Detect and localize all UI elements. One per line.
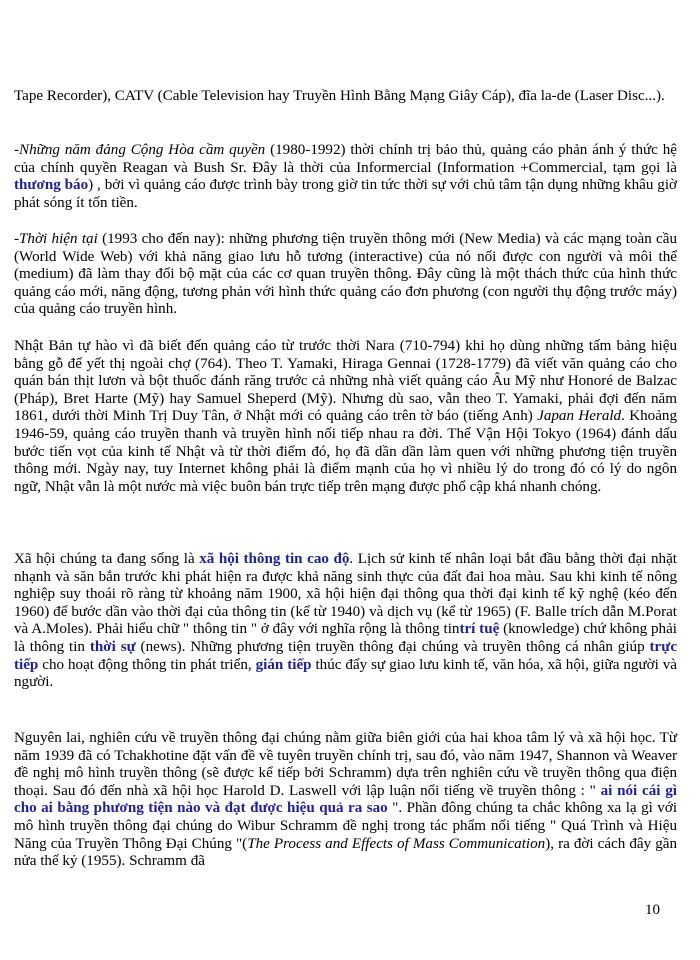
italic-text-run: -Những năm đảng Cộng Hòa cầm quyền bbox=[14, 142, 266, 158]
text-run: ". Phần đông chúng ta chắc không xa lạ gì với mô hình truyền thông đại chúng do Wibur Schramm đề nghị trong tác phẩm nổi tiếng " Quá Trình và Hiệu Năng của Truyền Thông Đại Chúng "( bbox=[14, 800, 678, 852]
highlighted-term: trực tiếp bbox=[14, 638, 678, 673]
text-run: Nguyên lai, nghiên cứu về truyền thông đại chúng nằm giữa biên giới của hai khoa tâm lý và xã hội học. Từ năm 1939 đã có Tchakhotine đặt vấn đề về tuyên truyền chính trị, sau đó, vào năm 1947, Shannon và Weaver đề nghị mô hình truyền thông (sẽ được kể tiếp bởi Schramm) dựa trên nghiên cứu về truyền thông qua điện thoại. Sau đó đến nhà xã hội học Harold D. Laswell với lập luận nổi tiếng về truyền thông : " bbox=[14, 730, 677, 799]
paragraph-republican-era bbox=[14, 142, 677, 212]
paragraph-information-society bbox=[14, 551, 677, 692]
paragraph-current-era bbox=[14, 231, 677, 319]
text-run: cho hoạt động thông tin phát triển, bbox=[38, 656, 256, 673]
text-run: (knowledge) chứ không phải là thông tin bbox=[14, 621, 677, 655]
text-run: Nhật Bản tự hào vì đã biết đến quảng cáo từ trước thời Nara (710-794) khi họ dùng những tấm bảng hiệu bằng gỗ để yết thị ngoài chợ (764). Theo T. Yamaki, Hiraga Gennai (1728-1779) đã viết văn quảng cáo cho quán bán thịt lươn và bột thuốc đánh răng trước cả những nhà viết quảng cáo Âu Mỹ như Honoré de Balzac (Pháp), Bret Harte (Mỹ) hay Samuel Sheperd (Mỹ). Nhưng dù sao, vẫn theo T. Yamaki, phải đợi đến năm 1861, dưới thời Minh Trị Duy Tân, ở Nhật mới có quảng cáo trên tờ báo (tiếng Anh) bbox=[14, 338, 677, 425]
paragraph-japan-advertising bbox=[14, 338, 677, 496]
highlighted-term: ai nói cái gì cho ai bằng phương tiện nào và đạt được hiệu quả ra sao bbox=[14, 782, 677, 817]
paragraph-mass-communication-research bbox=[14, 730, 677, 871]
paragraph-laser-disc bbox=[14, 88, 677, 106]
text-run: (1993 cho đến nay): những phương tiện truyền thông mới (New Media) và các mạng toàn cầu (World Wide Web) với khả năng giao lưu hỗ tương (interactive) của nó nối được con người và môi thể (medium) đã làm thay đổi bộ mặt của các cơ quan truyền thông. Đây cũng là một thách thức của hình thức quảng cáo mới, năng động, tương phản với hình thức quảng cáo đơn phương (con người thụ động trước máy) của quảng cáo truyền hình. bbox=[14, 231, 677, 318]
highlighted-term: thương báo bbox=[14, 177, 89, 194]
highlighted-term: xã hội thông tin cao độ bbox=[199, 551, 350, 567]
highlighted-term: trí tuệ bbox=[459, 621, 500, 638]
italic-text-run: The Process and Effects of Mass Communication bbox=[247, 835, 546, 852]
highlighted-term: gián tiếp bbox=[255, 656, 312, 673]
text-run: Tape Recorder), CATV (Cable Television hay Truyền Hình Bằng Mạng Giây Cáp), đĩa la-de (Laser Disc...). bbox=[14, 88, 665, 104]
page-number: 10 bbox=[645, 902, 660, 918]
text-run: (1980-1992) thời chính trị bảo thủ, quảng cáo phản ánh ý thức hệ của chính quyền Reagan và Bush Sr. Đây là thời của Informercial (Information +Commercial, tạm gọi là bbox=[14, 142, 677, 176]
text-run: (news). Những phương tiện truyền thông đại chúng và truyền thông cá nhân giúp bbox=[135, 638, 650, 655]
text-run: Xã hội chúng ta đang sống là bbox=[14, 551, 200, 567]
text-run: . Khoảng 1946-59, quảng cáo truyền thanh và truyền hình nối tiếp nhau ra đời. Thế Vận Hội Tokyo (1964) đánh dấu bước tiến vọt của kinh tế Nhật và từ thời điểm đó, họ đã dần dần làm quen với những phương tiện truyền thông mới. Ngày nay, tuy Internet không phải là điểm mạnh của họ vì nhiều lý do trong đó có lý do ngôn ngữ, Nhật vẫn là một nước mà việc buôn bán trực tiếp trên mạng được phổ cập khá nhanh chóng. bbox=[14, 408, 677, 495]
text-run: thúc đẩy sự giao lưu kinh tế, văn hóa, xã hội, giữa người và người. bbox=[14, 656, 677, 691]
italic-text-run: Japan Herald bbox=[537, 408, 622, 425]
text-run: . Lịch sử kinh tế nhân loại bắt đầu bằng thời đại nhặt nhạnh và săn bắn trước khi phát hiện ra được khả năng sinh thực của đất đai hoa màu. Sau khi kinh tế nông nghiệp suy thoái rõ ràng từ khoảng năm 1900, xã hội hiện đại thông qua thời đại kinh tế kỹ nghệ (kéo đến 1960) để bước dần vào thời đại của thông tin (kể từ 1940) và dịch vụ (kể từ 1965) (F. Balle trích dẫn M.Porat và A.Moles). Phải hiểu chữ " thông tin " ở đây với nghĩa rộng là thông tin bbox=[14, 551, 678, 638]
italic-text-run: -Thời hiện tại bbox=[14, 231, 98, 247]
highlighted-term: thời sự bbox=[89, 638, 136, 655]
text-run: ), ra đời cách đây gần nửa thế kỷ (1955). Schramm đã bbox=[14, 835, 678, 870]
text-run: ) , bởi vì quảng cáo được trình bày trong giờ tin tức thời sự với chủ tâm tận dụng những khâu giờ phát sóng ít tốn tiền. bbox=[14, 177, 677, 211]
